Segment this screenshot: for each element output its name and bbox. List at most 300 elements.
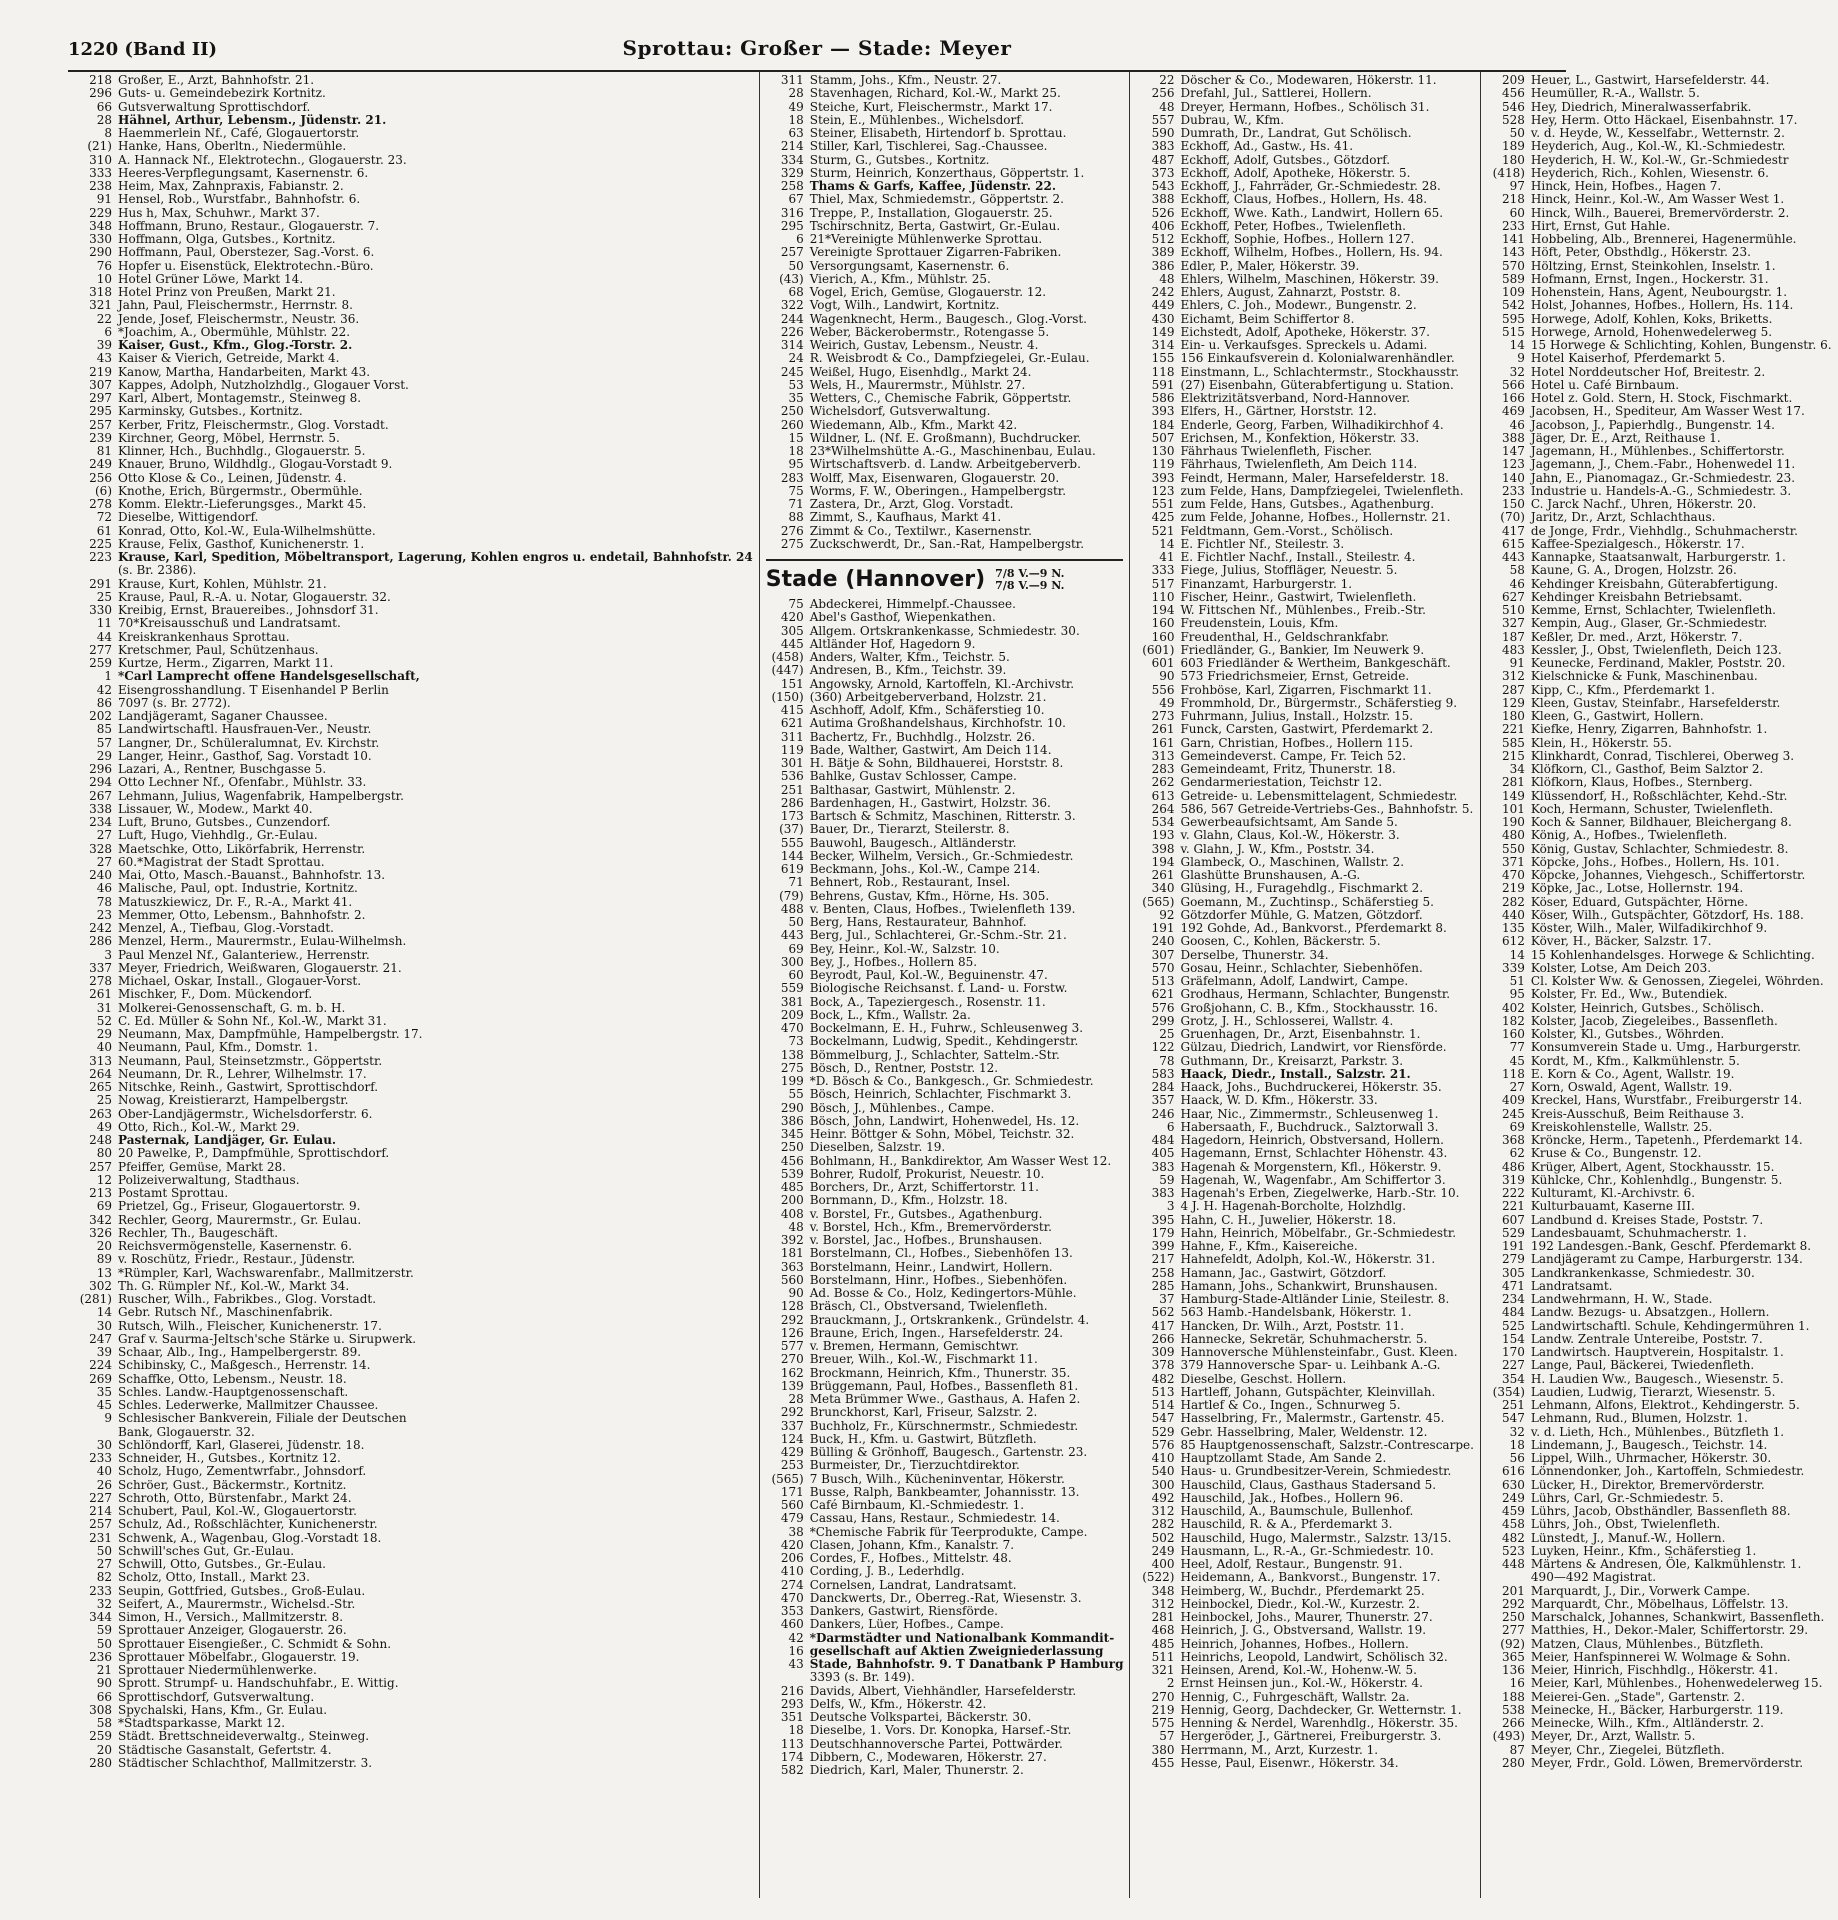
directory-entry xyxy=(74,220,753,233)
directory-entry xyxy=(74,1015,753,1028)
entry-phone-number: 219 xyxy=(1502,881,1525,896)
directory-entry xyxy=(766,1274,1124,1287)
directory-entry xyxy=(1487,299,1832,312)
entry-text: Hahnefeldt, Adolph, Kol.-W., Hökerstr. 31. xyxy=(1180,1252,1436,1267)
section-office-hours xyxy=(995,568,1064,592)
directory-entry xyxy=(1487,1214,1832,1227)
directory-entry xyxy=(766,823,1124,836)
entry-text: Kiefke, Henry, Zigarren, Bahnhofstr. 1. xyxy=(1530,722,1768,737)
directory-entry xyxy=(1487,882,1832,895)
directory-entry xyxy=(766,525,1124,538)
entry-text: Simon, H., Versich., Mallmitzerstr. 8. xyxy=(118,1610,344,1624)
directory-entry xyxy=(1136,1359,1473,1372)
entry-phone-number: 48 xyxy=(1159,99,1175,114)
entry-text: v. Glahn, J. W., Kfm., Poststr. 34. xyxy=(1180,841,1375,856)
entry-text: v. Borstel, Jac., Hofbes., Brunshausen. xyxy=(809,1233,1043,1247)
entry-phone-number: 410 xyxy=(780,1564,804,1579)
entry-phone-number: 261 xyxy=(1151,722,1175,737)
entry-text: Heimberg, W., Buchdr., Pferdemarkt 25. xyxy=(1180,1583,1425,1598)
directory-entry xyxy=(1487,1253,1832,1266)
entry-text: 4 J. H. Hagenah-Borcholte, Holzhdlg. xyxy=(1180,1199,1407,1214)
entry-text: Bräsch, Cl., Obstversand, Twielenfleth. xyxy=(809,1299,1048,1314)
entry-text: Hauptzollamt Stade, Am Sande 2. xyxy=(1180,1451,1387,1465)
directory-entry xyxy=(74,922,753,935)
directory-entry xyxy=(1487,697,1832,710)
entry-phone-number: 615 xyxy=(1502,536,1525,551)
directory-entry xyxy=(766,1658,1124,1671)
entry-text: Menzel, Herm., Maurermstr., Eulau-Wilhelmsh. xyxy=(118,934,407,949)
entry-text: Bauer, Dr., Tierarzt, Steilerstr. 8. xyxy=(809,822,1010,837)
directory-entry xyxy=(1136,472,1473,485)
entry-text: 15 Kohlenhandelsges. Horwege & Schlichting. xyxy=(1530,947,1815,962)
entry-text: Autima Großhandelshaus, Kirchhofstr. 10. xyxy=(809,716,1066,731)
entry-phone-number: 409 xyxy=(1502,1093,1525,1108)
entry-phone-number: 20 xyxy=(96,1239,112,1253)
entry-text: Meinecke, Wilh., Kfm., Altländerstr. 2. xyxy=(1530,1716,1764,1730)
directory-entry xyxy=(1136,1293,1473,1306)
directory-entry xyxy=(74,644,753,657)
entry-text: Eichamt, Beim Schiffertor 8. xyxy=(1180,311,1355,326)
entry-phone-number: 398 xyxy=(1151,841,1175,856)
entry-text: Schibinsky, C., Maßgesch., Herrenstr. 14. xyxy=(118,1358,371,1373)
entry-phone-number: 40 xyxy=(96,1464,112,1479)
entry-phone-number: 25 xyxy=(1159,1027,1175,1041)
directory-entry xyxy=(1136,869,1473,882)
entry-text: Köpcke, Johs., Hofbes., Hollern, Hs. 101. xyxy=(1530,854,1780,869)
directory-entry xyxy=(766,797,1124,810)
entry-text: Otto, Rich., Kol.-W., Markt 29. xyxy=(118,1119,300,1134)
entry-text: Kirchner, Georg, Möbel, Herrnstr. 5. xyxy=(118,430,340,445)
entry-text: Städtischer Schlachthof, Mallmitzerstr. 3. xyxy=(118,1755,373,1770)
entry-phone-number: 184 xyxy=(1151,417,1175,432)
directory-entry xyxy=(1487,458,1832,471)
directory-entry xyxy=(766,1751,1124,1764)
entry-text: Dreyer, Hermann, Hofbes., Schölisch 31. xyxy=(1180,99,1430,114)
entry-phone-number: 218 xyxy=(89,73,112,87)
directory-entry xyxy=(74,1505,753,1518)
entry-phone-number: 339 xyxy=(1502,960,1525,975)
entry-text: Kreiskohlenstelle, Wallstr. 25. xyxy=(1530,1119,1713,1134)
directory-entry xyxy=(74,1479,753,1492)
directory-entry xyxy=(74,1585,753,1598)
directory-entry xyxy=(1487,1691,1832,1704)
directory-entry xyxy=(1487,578,1832,591)
entry-text: Karl, Albert, Montagemstr., Steinweg 8. xyxy=(118,391,362,405)
entry-phone-number: 233 xyxy=(1502,483,1525,498)
directory-entry xyxy=(74,127,753,140)
entry-text: Altländer Hof, Hagedorn 9. xyxy=(809,636,976,651)
entry-phone-number: 14 xyxy=(96,1305,112,1320)
entry-phone-number: 209 xyxy=(780,1007,804,1022)
directory-entry xyxy=(766,1022,1124,1035)
directory-entry xyxy=(766,445,1124,458)
entry-phone-number: 293 xyxy=(780,1696,804,1711)
entry-phone-number: 448 xyxy=(1502,1557,1525,1571)
entry-text: Hähnel, Arthur, Lebensm., Jüdenstr. 21. xyxy=(118,112,387,127)
entry-phone-number: 60 xyxy=(1509,205,1525,220)
directory-entry xyxy=(766,1499,1124,1512)
directory-entry xyxy=(1136,1346,1473,1359)
entry-text: Gosau, Heinr., Schlachter, Siebenhöfen. xyxy=(1180,960,1423,975)
directory-entry xyxy=(74,723,753,736)
entry-text: Lührs, Joh., Obst, Twielenfleth. xyxy=(1530,1517,1721,1532)
entry-text: Hoffmann, Paul, Oberstezer, Sag.-Vorst. 6. xyxy=(118,245,375,260)
entry-phone-number: 415 xyxy=(780,703,804,717)
entry-text: Vogt, Wilh., Landwirt, Kortnitz. xyxy=(809,298,1000,313)
entry-phone-number: 270 xyxy=(1151,1689,1175,1704)
entry-text: Kolster, Jacob, Ziegeleibes., Bassenfleth. xyxy=(1530,1013,1778,1028)
directory-entry xyxy=(766,1698,1124,1711)
directory-entry xyxy=(1487,1121,1832,1134)
entry-text: Sprottischdorf, Gutsverwaltung. xyxy=(118,1689,315,1704)
entry-phone-number: 305 xyxy=(1502,1265,1525,1280)
directory-entry xyxy=(74,1320,753,1333)
entry-text: *D. Bösch & Co., Bankgesch., Gr. Schmiedestr. xyxy=(809,1074,1094,1088)
entry-phone-number: 58 xyxy=(96,1716,112,1730)
entry-text: Kühlcke, Chr., Kohlenhdlg., Bungenstr. 5. xyxy=(1530,1172,1783,1187)
entry-phone-number: 10 xyxy=(96,271,112,286)
entry-phone-number: 238 xyxy=(89,179,112,193)
directory-entry xyxy=(1136,1545,1473,1558)
entry-text: Fährhaus, Twielenfleth, Am Deich 114. xyxy=(1180,457,1418,472)
entry-phone-number: 301 xyxy=(780,756,804,770)
entry-text: 15 Horwege & Schlichting, Kohlen, Bungenstr. 6. xyxy=(1530,338,1832,352)
entry-text: Abel's Gasthof, Wiepenkathen. xyxy=(809,610,996,625)
entry-text: v. Benten, Claus, Hofbes., Twielenfleth 139. xyxy=(809,901,1076,916)
entry-text: Schlesischer Bankverein, Filiale der Deutschen xyxy=(118,1411,407,1426)
entry-phone-number: 575 xyxy=(1151,1716,1175,1730)
directory-entry xyxy=(766,419,1124,432)
entry-text: Krause, Felix, Gasthof, Kunichenerstr. 1. xyxy=(118,536,365,551)
entry-text: Borchers, Dr., Arzt, Schiffertorstr. 11. xyxy=(809,1180,1039,1194)
entry-text: Hohenstein, Hans, Agent, Neubourgstr. 1. xyxy=(1530,285,1788,299)
entry-text: Knauer, Bruno, Wildhdlg., Glogau-Vorstadt 9. xyxy=(118,457,393,472)
entry-phone-number: 388 xyxy=(1151,192,1175,207)
entry-phone-number: 6 xyxy=(1166,1119,1175,1134)
directory-entry xyxy=(74,1439,753,1452)
entry-phone-number: 44 xyxy=(96,629,112,644)
entry-text: König, Gustav, Schlachter, Schmiedestr. 8. xyxy=(1530,841,1789,856)
entry-phone-number: 22 xyxy=(96,311,112,326)
entry-phone-number: 443 xyxy=(780,928,804,943)
entry-phone-number: 492 xyxy=(1151,1490,1175,1505)
entry-text: Höltzing, Ernst, Steinkohlen, Inselstr. 1. xyxy=(1530,258,1776,273)
entry-phone-number: 283 xyxy=(780,470,804,485)
entry-phone-number: 590 xyxy=(1151,126,1175,140)
entry-phone-number: 582 xyxy=(780,1763,804,1777)
directory-entry xyxy=(1136,1412,1473,1425)
entry-text: Lange, Paul, Bäckerei, Twiedenfleth. xyxy=(1530,1358,1755,1373)
entry-text: Matzen, Claus, Mühlenbes., Bützfleth. xyxy=(1530,1636,1764,1651)
entry-text: Gruenhagen, Dr., Arzt, Eisenbahnstr. 1. xyxy=(1180,1027,1421,1041)
entry-text: Bauwohl, Baugesch., Altländerstr. xyxy=(809,835,1017,850)
directory-entry xyxy=(766,498,1124,511)
entry-phone-number: 41 xyxy=(1159,550,1175,564)
entry-phone-number: 190 xyxy=(1502,815,1525,829)
entry-text: Landwirtsch. Hauptverein, Hospitalstr. 1. xyxy=(1530,1345,1784,1359)
directory-entry xyxy=(1487,1518,1832,1531)
entry-phone-number: 57 xyxy=(1159,1729,1175,1744)
entry-text: Derselbe, Thunerstr. 34. xyxy=(1180,947,1329,962)
entry-phone-number: 118 xyxy=(1151,364,1175,379)
entry-text: Sprottauer Eisengießer., C. Schmidt & Sohn. xyxy=(118,1636,392,1651)
directory-entry xyxy=(1487,525,1832,538)
directory-entry xyxy=(1136,1386,1473,1399)
entry-phone-number: 181 xyxy=(780,1246,804,1261)
directory-entry xyxy=(1487,723,1832,736)
entry-text: Krüger, Albert, Agent, Stockhausstr. 15. xyxy=(1530,1159,1775,1174)
entry-phone-number: 328 xyxy=(89,841,112,856)
entry-text: Schwill, Otto, Gutsbes., Gr.-Eulau. xyxy=(118,1557,326,1571)
entry-phone-number: 351 xyxy=(780,1710,804,1724)
entry-phone-number: 259 xyxy=(89,1729,112,1744)
directory-entry xyxy=(766,916,1124,929)
directory-entry xyxy=(1487,405,1832,418)
directory-entry xyxy=(74,737,753,750)
entry-phone-number: 458 xyxy=(1502,1517,1525,1532)
directory-entry xyxy=(1136,750,1473,763)
entry-text: Horwege, Arnold, Hohenwedelerweg 5. xyxy=(1530,324,1773,339)
directory-entry xyxy=(74,1518,753,1531)
entry-text: Burmeister, Dr., Tierzuchtdirektor. xyxy=(809,1458,1020,1473)
entry-text: Neumann, Paul, Steinsetzmstr., Göppertstr. xyxy=(118,1053,383,1068)
entry-text: Gülzau, Diedrich, Landwirt, vor Riensförde. xyxy=(1180,1040,1447,1055)
directory-entry xyxy=(766,664,1124,677)
entry-phone-number: 1 xyxy=(104,669,112,684)
entry-text: Heinrichs, Leopold, Landwirt, Schölisch 32. xyxy=(1180,1649,1448,1664)
directory-entry xyxy=(1487,498,1832,511)
directory-entry xyxy=(1136,882,1473,895)
entry-phone-number: 20 xyxy=(96,1742,112,1757)
entry-text: Bey, J., Hofbes., Hollern 85. xyxy=(809,954,978,969)
entry-phone-number: 528 xyxy=(1502,112,1525,127)
entry-text: Landratsamt. xyxy=(1530,1278,1613,1293)
directory-entry xyxy=(1487,233,1832,246)
entry-phone-number: 140 xyxy=(1502,470,1525,485)
directory-entry xyxy=(1136,988,1473,1001)
directory-entry xyxy=(1136,657,1473,670)
entry-text: Hagemann, Ernst, Schlachter Höhenstr. 43. xyxy=(1180,1146,1448,1161)
directory-entry xyxy=(74,631,753,644)
directory-entry xyxy=(766,691,1124,704)
directory-entry xyxy=(766,1632,1124,1645)
directory-entry xyxy=(1487,339,1832,352)
entry-text: Köver, H., Bäcker, Salzstr. 17. xyxy=(1530,934,1712,949)
directory-entry xyxy=(74,1161,753,1174)
entry-phone-number: 42 xyxy=(788,1630,804,1645)
directory-entry xyxy=(1487,1068,1832,1081)
entry-text: Dubrau, W., Kfm. xyxy=(1180,112,1285,127)
entry-text: Eckhoff, Adolf, Apotheke, Hökerstr. 5. xyxy=(1180,165,1411,180)
entry-phone-number: 550 xyxy=(1502,841,1525,856)
entry-text: Getreide- u. Lebensmittelagent, Schmiedestr. xyxy=(1180,788,1458,803)
entry-phone-number: 368 xyxy=(1502,1133,1525,1147)
entry-phone-number: 219 xyxy=(89,364,112,379)
entry-phone-number: 119 xyxy=(1151,457,1175,472)
directory-entry xyxy=(74,816,753,829)
directory-entry xyxy=(74,1253,753,1266)
directory-entry xyxy=(1487,816,1832,829)
directory-entry xyxy=(766,366,1124,379)
entry-phone-number: 314 xyxy=(1151,338,1175,352)
entry-phone-number: 161 xyxy=(1151,735,1175,750)
directory-entry xyxy=(1136,1465,1473,1478)
entry-text: Schwenk, A., Wagenbau, Glog.-Vorstadt 18. xyxy=(118,1530,382,1545)
directory-entry xyxy=(766,717,1124,730)
entry-text: Dumrath, Dr., Landrat, Gut Schölisch. xyxy=(1180,126,1412,140)
directory-entry xyxy=(74,604,753,617)
directory-entry xyxy=(766,1075,1124,1088)
entry-phone-number: 242 xyxy=(89,921,112,935)
entry-text: Wagenknecht, Herm., Baugesch., Glog.-Vorst. xyxy=(809,311,1087,326)
entry-phone-number: 46 xyxy=(1509,576,1525,591)
entry-phone-number: 155 xyxy=(1151,351,1175,366)
entry-text: Glashütte Brunshausen, A.-G. xyxy=(1180,868,1361,882)
entry-text: Busse, Ralph, Bankbeamter, Johannisstr. 13. xyxy=(809,1484,1080,1499)
entry-text: Eckhoff, Claus, Hofbes., Hollern, Hs. 48. xyxy=(1180,192,1428,207)
entry-text: Polizeiverwaltung, Stadthaus. xyxy=(118,1172,300,1187)
entry-phone-number: 149 xyxy=(1502,788,1525,803)
entry-phone-number: 39 xyxy=(96,1345,112,1359)
entry-text: Haus- u. Grundbesitzer-Verein, Schmiedestr. xyxy=(1180,1464,1452,1479)
entry-text: 490—492 Magistrat. xyxy=(1530,1570,1657,1585)
directory-entry xyxy=(1487,684,1832,697)
entry-phone-number: 143 xyxy=(1502,245,1525,260)
entry-phone-number: 229 xyxy=(89,205,112,220)
directory-entry xyxy=(1136,604,1473,617)
entry-phone-number: 310 xyxy=(89,152,112,167)
entry-phone-number: 202 xyxy=(89,709,112,723)
entry-text: Seifert, A., Maurermstr., Wichelsd.-Str. xyxy=(118,1596,356,1611)
directory-entry xyxy=(1487,1545,1832,1558)
entry-phone-number: 485 xyxy=(1151,1636,1175,1651)
entry-phone-number: 283 xyxy=(1151,762,1175,776)
entry-phone-number: 249 xyxy=(1151,1543,1175,1558)
directory-entry xyxy=(1136,485,1473,498)
entry-text: Dankers, Gastwirt, Riensförde. xyxy=(809,1604,998,1618)
entry-phone-number: 311 xyxy=(780,73,804,87)
entry-phone-number: 76 xyxy=(96,258,112,273)
entry-phone-number: 344 xyxy=(89,1610,112,1624)
entry-phone-number: 173 xyxy=(780,809,804,823)
directory-entry xyxy=(766,996,1124,1009)
directory-entry xyxy=(1487,1174,1832,1187)
entry-phone-number: 333 xyxy=(1151,563,1175,578)
page-label: 1220 (Band II) xyxy=(68,39,218,60)
directory-entry xyxy=(74,154,753,167)
entry-text: Eckhoff, Sophie, Hofbes., Hollern 127. xyxy=(1180,232,1415,246)
directory-entry xyxy=(1487,617,1832,630)
directory-entry xyxy=(766,943,1124,956)
directory-entry xyxy=(766,638,1124,651)
entry-phone-number: 258 xyxy=(1151,1265,1175,1280)
directory-entry xyxy=(74,1227,753,1240)
entry-text: Gräfelmann, Adolf, Landwirt, Campe. xyxy=(1180,974,1409,988)
entry-text: Landwirtschaftl. Hausfrauen-Ver., Neustr. xyxy=(118,722,372,737)
directory-entry xyxy=(1136,74,1473,87)
directory-entry xyxy=(74,1558,753,1571)
entry-phone-number: 365 xyxy=(1502,1649,1525,1664)
directory-entry xyxy=(1136,909,1473,922)
entry-phone-number: 577 xyxy=(780,1339,804,1353)
directory-entry xyxy=(1136,366,1473,379)
entry-text: Stein, E., Mühlenbes., Wichelsdorf. xyxy=(809,112,1025,127)
entry-phone-number: 319 xyxy=(1502,1172,1525,1187)
directory-entry xyxy=(1136,1373,1473,1386)
entry-phone-number: 88 xyxy=(788,510,804,525)
directory-entry xyxy=(1487,1611,1832,1624)
entry-phone-number: (79) xyxy=(779,888,804,903)
directory-entry xyxy=(1136,803,1473,816)
entry-phone-number: (601) xyxy=(1142,642,1175,657)
directory-entry xyxy=(766,1102,1124,1115)
entry-phone-number: 576 xyxy=(1151,1437,1175,1452)
directory-entry xyxy=(1487,392,1832,405)
entry-phone-number: 224 xyxy=(89,1358,112,1373)
directory-entry xyxy=(1136,1240,1473,1253)
directory-entry xyxy=(766,1234,1124,1247)
entry-text: Jagemann, J., Chem.-Fabr., Hohenwedel 11. xyxy=(1530,457,1796,472)
entry-text: Einstmann, L., Schlachtermstr., Stockhausstr. xyxy=(1180,364,1460,379)
entry-text: Bank, Glogauerstr. 32. xyxy=(118,1424,255,1439)
entry-text: Grotz, J. H., Schlosserei, Wallstr. 4. xyxy=(1180,1013,1394,1028)
directory-entry xyxy=(766,1711,1124,1724)
entry-text: Cornelsen, Landrat, Landratsamt. xyxy=(809,1577,1017,1592)
entry-phone-number: (150) xyxy=(771,689,804,704)
directory-entry xyxy=(74,551,753,564)
directory-entry xyxy=(766,1208,1124,1221)
directory-entry xyxy=(1487,286,1832,299)
entry-text: 23*Wilhelmshütte A.-G., Maschinenbau, Eulau. xyxy=(809,444,1096,458)
entry-text: Ehlers, C. Joh., Modewr., Bungenstr. 2. xyxy=(1180,298,1417,313)
entry-phone-number: 75 xyxy=(788,597,804,611)
entry-text: Jahn, E., Pianomagaz., Gr.-Schmiedestr. 23. xyxy=(1530,470,1796,485)
directory-entry xyxy=(74,684,753,697)
entry-phone-number: 471 xyxy=(1502,1278,1525,1293)
entry-text: Kappes, Adolph, Nutzholzhdlg., Glogauer Vorst. xyxy=(118,377,409,392)
entry-text: Hahn, Heinrich, Möbelfabr., Gr.-Schmiedestr. xyxy=(1180,1225,1457,1240)
entry-text: Eckhoff, J., Fahrräder, Gr.-Schmiedestr. 28. xyxy=(1180,179,1441,193)
directory-entry xyxy=(1136,1227,1473,1240)
entry-phone-number: 297 xyxy=(89,391,112,405)
directory-entry xyxy=(1487,1293,1832,1306)
entry-phone-number: 270 xyxy=(780,1352,804,1367)
directory-entry xyxy=(766,876,1124,889)
directory-entry xyxy=(766,1592,1124,1605)
directory-entry xyxy=(1136,260,1473,273)
directory-entry xyxy=(1487,246,1832,259)
directory-entry xyxy=(1136,114,1473,127)
entry-text: Kolster, Heinrich, Gutsbes., Schölisch. xyxy=(1530,1000,1765,1015)
entry-text: Lehmann, Alfons, Elektrot., Kehdingerstr. 5. xyxy=(1530,1398,1800,1412)
directory-entry xyxy=(1136,962,1473,975)
entry-text: Vereinigte Sprottauer Zigarren-Fabriken. xyxy=(809,245,1062,260)
entry-text: Tschirschnitz, Berta, Gastwirt, Gr.-Eulau. xyxy=(809,218,1061,233)
entry-text: Landjägeramt, Saganer Chaussee. xyxy=(118,709,328,723)
entry-phone-number: 607 xyxy=(1502,1212,1525,1227)
directory-entry xyxy=(1487,180,1832,193)
entry-phone-number: 6 xyxy=(104,324,112,339)
entry-phone-number: 73 xyxy=(788,1034,804,1049)
entry-text: Keßler, Dr. med., Arzt, Hökerstr. 7. xyxy=(1530,629,1743,644)
entry-text: Cl. Kolster Ww. & Genossen, Ziegelei, Wöhrden. xyxy=(1530,974,1824,988)
directory-entry xyxy=(74,1081,753,1094)
entry-text: Meier, Hanfspinnerei W. Wolmage & Sohn. xyxy=(1530,1649,1791,1664)
directory-entry xyxy=(1487,962,1832,975)
entry-phone-number: 32 xyxy=(1509,1424,1525,1439)
entry-phone-number: 627 xyxy=(1502,589,1525,604)
entry-phone-number: 269 xyxy=(89,1371,112,1386)
